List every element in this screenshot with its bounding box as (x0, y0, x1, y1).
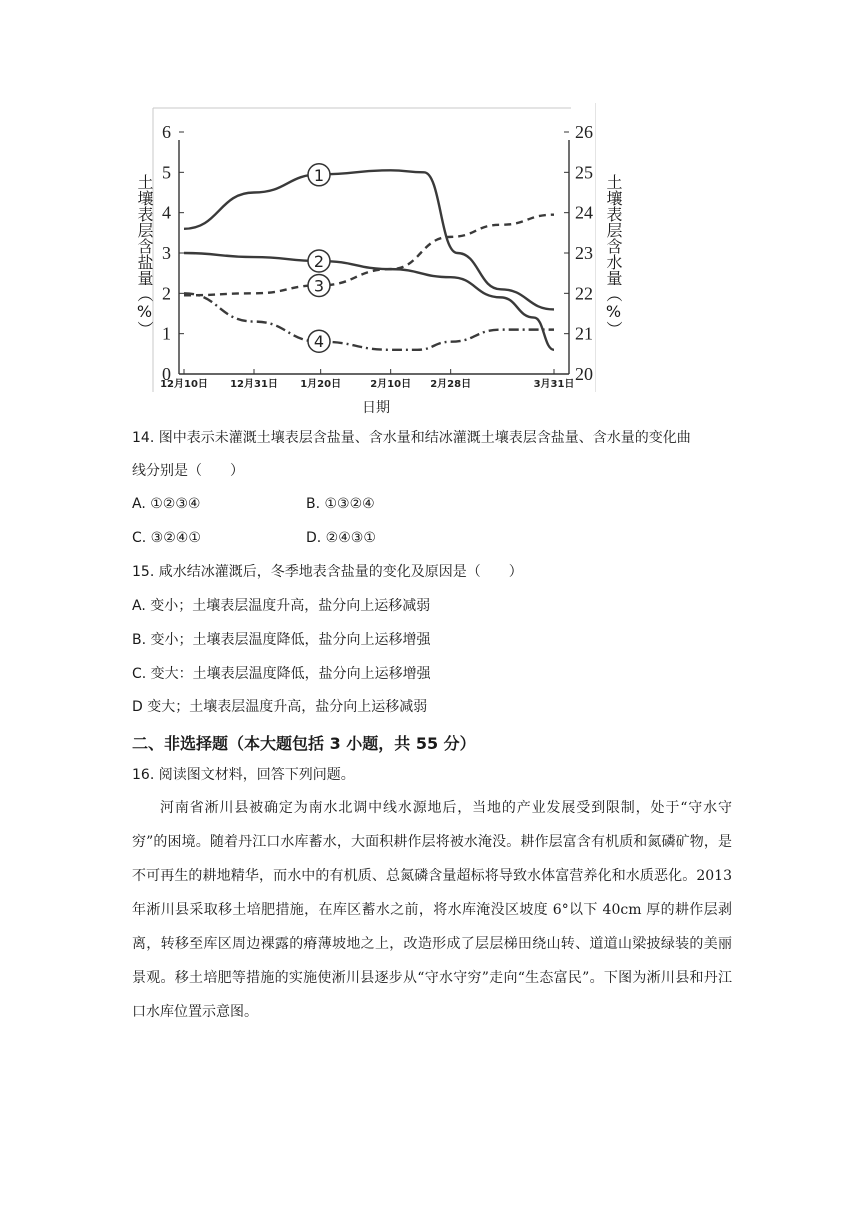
left-tick-label: 0 (162, 364, 171, 384)
right-tick-label: 24 (575, 202, 593, 223)
right-tick-label: 20 (575, 364, 593, 384)
series-line (184, 170, 554, 309)
x-tick-label: 1月20日 (300, 379, 342, 390)
series-label: 1 (313, 165, 325, 185)
series-label: 3 (313, 276, 325, 296)
q15-option-d: D 变大；土壤表层温度升高，盐分向上运移减弱 (132, 699, 428, 715)
right-axis-title-text: 土壤表层含水量（%） (604, 174, 623, 337)
q15-option-c: C. 变大：土壤表层温度降低，盐分向上运移增强 (132, 666, 431, 682)
right-tick-label: 21 (575, 323, 593, 344)
left-tick-label: 6 (162, 122, 171, 142)
series-line (184, 215, 554, 296)
left-tick-label: 2 (162, 283, 171, 304)
right-tick-label: 25 (575, 162, 593, 183)
left-axis-title-text: 土壤表层含盐量（%） (135, 174, 154, 337)
right-tick-label: 26 (575, 122, 593, 142)
series-label: 2 (313, 251, 325, 271)
series-line (184, 253, 554, 350)
left-axis-title (134, 174, 154, 337)
x-tick-label: 12月31日 (230, 379, 278, 390)
series-label: 4 (313, 332, 325, 352)
x-axis-title: 日期 (362, 400, 390, 416)
right-tick-label: 23 (575, 243, 593, 263)
left-tick-label: 4 (162, 202, 171, 223)
q14-option-c: C. ③②④① (132, 530, 201, 546)
q14-line2: 线分别是（ ） (132, 463, 244, 479)
salt-water-chart (126, 100, 596, 420)
x-tick-label: 3月31日 (533, 379, 575, 390)
q16-paragraph: 河南省淅川县被确定为南水北调中线水源地后，当地的产业发展受到限制，处于“守水守穷”的困境。随着丹江口水库蓄水，大面积耕作层将被水淹没。耕作层富含有机质和氮磷矿物，是不可再生的耕地精华，而水中的有机质、总氮磷含量超标将导致水体富营养化和水质恶化。2013 年淅川县采取移土培肥措施，在库区蓄水之前，将水库淹没区坡度 6°以下 40cm 厚的耕作层剥离，转移至库区周边裸露的瘠薄坡地之上，改造形成了层层梯田绕山转、道道山梁披绿装的美丽景观。移土培肥等措施的实施使淅川县逐步从“守水守穷”走向“生态富民”。下图为淅川县和丹江口水库位置示意图。 (132, 800, 732, 1020)
x-tick-label: 12月10日 (160, 379, 208, 390)
q15-option-b: B. 变小；土壤表层温度降低，盐分向上运移增强 (132, 632, 431, 648)
q16-stem: 16. 阅读图文材料，回答下列问题。 (132, 767, 355, 783)
q14-line1: 14. 图中表示未灌溉土壤表层含盐量、含水量和结冰灌溉土壤表层含盐量、含水量的变化曲 (132, 430, 691, 446)
right-tick-label: 22 (575, 283, 593, 304)
q14-option-a: A. ①②③④ (132, 496, 201, 512)
chart-svg (126, 100, 596, 420)
right-axis-title (603, 174, 623, 337)
q14-option-b: B. ①③②④ (306, 496, 375, 512)
x-tick-label: 2月28日 (430, 379, 472, 390)
q14-option-d: D. ②④③① (306, 530, 376, 546)
q15-option-a: A. 变小；土壤表层温度升高，盐分向上运移减弱 (132, 598, 431, 614)
series-line (184, 293, 554, 352)
x-tick-label: 2月10日 (370, 379, 412, 390)
q15-stem: 15. 咸水结冰灌溉后，冬季地表含盐量的变化及原因是（ ） (132, 564, 523, 580)
left-tick-label: 1 (162, 323, 171, 344)
left-tick-label: 3 (162, 243, 171, 263)
left-tick-label: 5 (162, 162, 171, 183)
section-2-title: 二、非选择题（本大题包括 3 小题，共 55 分） (132, 734, 476, 753)
